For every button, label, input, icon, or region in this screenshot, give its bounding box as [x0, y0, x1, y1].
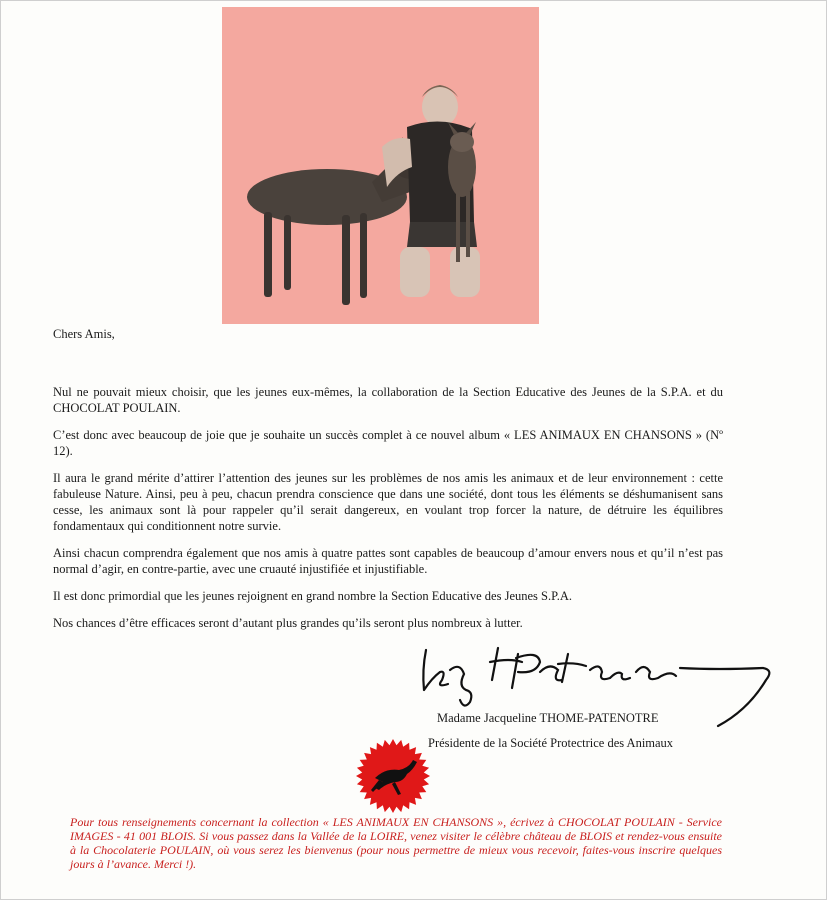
paragraph: Nos chances d’être efficaces seront d’autant plus grandes qu’ils seront plus nombreux à lutter.: [53, 616, 523, 630]
greeting: Chers Amis,: [53, 327, 115, 341]
seal-star-badge: [355, 738, 431, 814]
signatory-name: Madame Jacqueline THOME-PATENOTRE: [437, 711, 659, 725]
signatory-role: Présidente de la Société Protectrice des Animaux: [428, 736, 674, 750]
photo-boy-with-fawns: [222, 7, 539, 324]
letter-body: [53, 384, 723, 642]
paragraph: Il est donc primordial que les jeunes rejoignent en grand nombre la Section Educative des Jeunes S.P.A.: [53, 589, 572, 603]
footer-note: Pour tous renseignements concernant la collection « LES ANIMAUX EN CHANSONS », écrivez à CHOCOLAT POULAIN - Service IMAGES - 41 001 BLOIS. Si vous passez dans la Vallée de la LOIRE, venez visiter le célèbre château de BLOIS et rendez-vous ensuite à la Chocolaterie POULAIN, où vous serez les bienvenus (pour nous permettre de mieux vous recevoir, faites-vous inscrire quelques jours à l’avance. Merci !).: [70, 815, 722, 871]
paragraph: Il aura le grand mérite d’attirer l’attention des jeunes sur les problèmes de nos amis les animaux et de leur environnement : cette fabuleuse Nature. Ainsi, peu à peu, chacun prendra conscience que dans une société, dont tous les éléments se déshumanisent sans cesse, les animaux sont là pour rappeler qu’il serait dangereux, en voulant trop forcer la nature, de détruire les équilibres fondamentaux qui conditionnent notre survie.: [53, 471, 723, 533]
paragraph: Nul ne pouvait mieux choisir, que les jeunes eux-mêmes, la collaboration de la Section Educative des Jeunes de la S.P.A. et du CHOCOLAT POULAIN.: [53, 385, 723, 415]
paragraph: C’est donc avec beaucoup de joie que je souhaite un succès complet à ce nouvel album « LES ANIMAUX EN CHANSONS » (Nº 12).: [53, 428, 723, 458]
paragraph: Ainsi chacun comprendra également que nos amis à quatre pattes sont capables de beaucoup d’amour envers nous et qu’il n’est pas normal d’agir, en contre-partie, avec une cruauté injustifiée et injustifiable.: [53, 546, 723, 576]
